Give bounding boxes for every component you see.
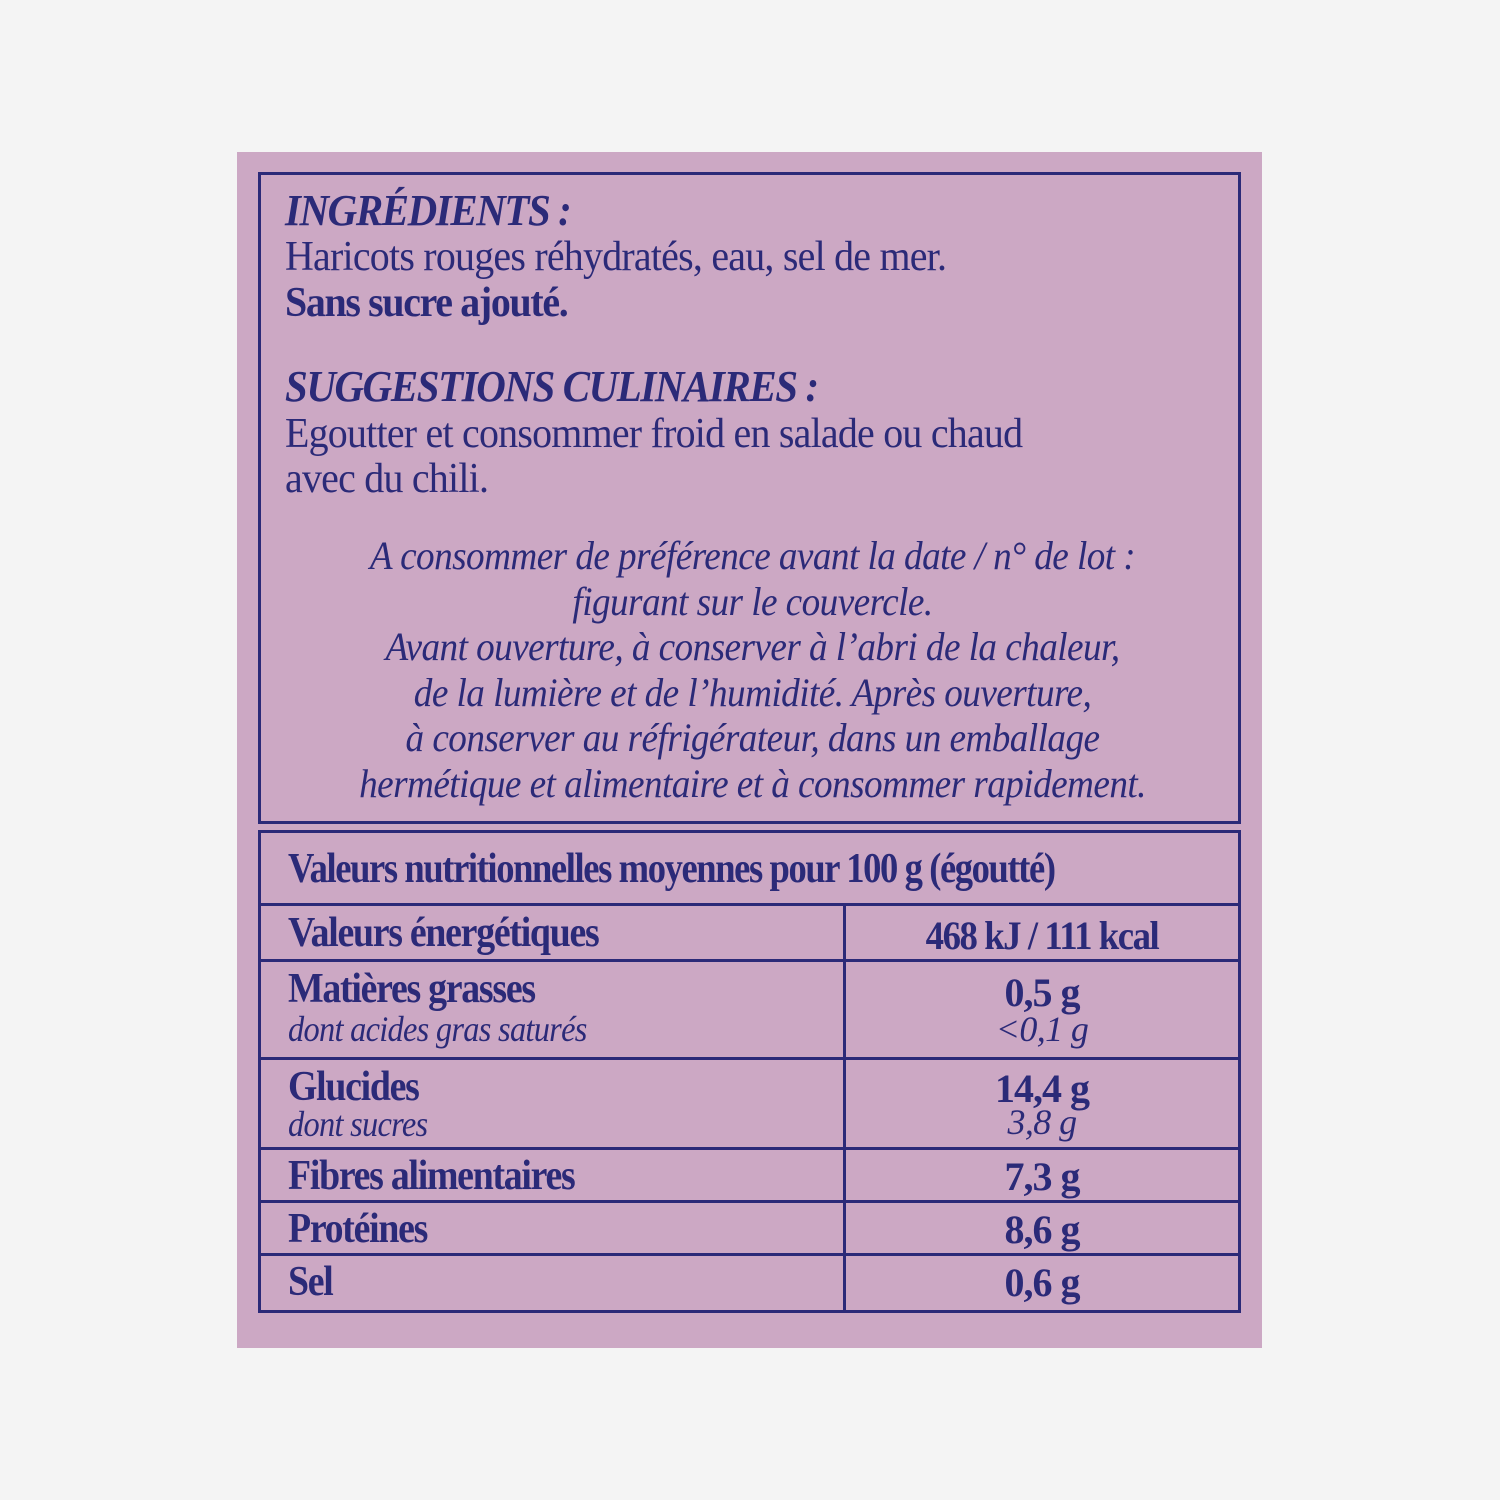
storage-notice-line: à conserver au réfrigérateur, dans un emballage xyxy=(405,715,1100,760)
suggestions-line: Egoutter et consommer froid en salade ou chaud xyxy=(285,411,1023,457)
nutrient-subname-sugars: dont sucres xyxy=(288,1104,428,1144)
storage-notice-line: A consommer de préférence avant la date / n° de lot : xyxy=(369,533,1136,578)
nutrient-name-salt: Sel xyxy=(288,1259,333,1305)
nutrient-name-energy: Valeurs énergétiques xyxy=(288,910,599,956)
table-divider xyxy=(261,1147,1238,1150)
suggestions-heading: SUGGESTIONS CULINAIRES : xyxy=(285,362,818,411)
table-divider xyxy=(261,959,1238,962)
table-divider xyxy=(261,1057,1238,1060)
nutrient-subname-saturated: dont acides gras saturés xyxy=(288,1009,587,1049)
suggestions-line: avec du chili. xyxy=(285,456,489,502)
nutrient-subvalue-sugars: 3,8 g xyxy=(1007,1102,1077,1142)
ingredients-heading: INGRÉDIENTS : xyxy=(285,186,571,235)
table-divider xyxy=(261,903,1238,906)
nutrient-subvalue-saturated: <0,1 g xyxy=(995,1009,1089,1049)
table-divider xyxy=(261,1200,1238,1203)
nutrient-name-protein: Protéines xyxy=(288,1206,428,1252)
nutrition-table-title: Valeurs nutritionnelles moyennes pour 100 g (égoutté) xyxy=(288,846,1055,892)
nutrient-value-energy: 468 kJ / 111 kcal xyxy=(925,913,1159,958)
storage-notice-line: Avant ouverture, à conserver à l’abri de la chaleur, xyxy=(385,624,1120,669)
nutrient-value-protein: 8,6 g xyxy=(1004,1207,1080,1252)
nutrient-value-fibre: 7,3 g xyxy=(1004,1154,1080,1199)
ingredients-line: Haricots rouges réhydratés, eau, sel de mer. xyxy=(285,234,947,280)
nutrient-name-fat: Matières grasses xyxy=(288,966,535,1012)
storage-notice xyxy=(261,533,1244,806)
nutrient-value-carbs: 14,4 g xyxy=(995,1066,1089,1111)
nutrient-name-fibre: Fibres alimentaires xyxy=(288,1153,575,1199)
storage-notice-line: hermétique et alimentaire et à consommer rapidement. xyxy=(359,760,1146,806)
nutrient-name-carbs: Glucides xyxy=(288,1064,419,1110)
no-added-sugar-line: Sans sucre ajouté. xyxy=(285,280,568,326)
storage-notice-line: figurant sur le couvercle. xyxy=(572,578,933,624)
product-label-panel xyxy=(237,152,1262,1348)
nutrition-table xyxy=(258,830,1241,1313)
nutrient-value-salt: 0,6 g xyxy=(1004,1260,1080,1305)
nutrient-value-fat: 0,5 g xyxy=(1004,970,1080,1015)
table-divider xyxy=(261,1253,1238,1256)
info-frame xyxy=(258,172,1241,824)
storage-notice-line: de la lumière et de l’humidité. Après ouverture, xyxy=(413,669,1092,715)
